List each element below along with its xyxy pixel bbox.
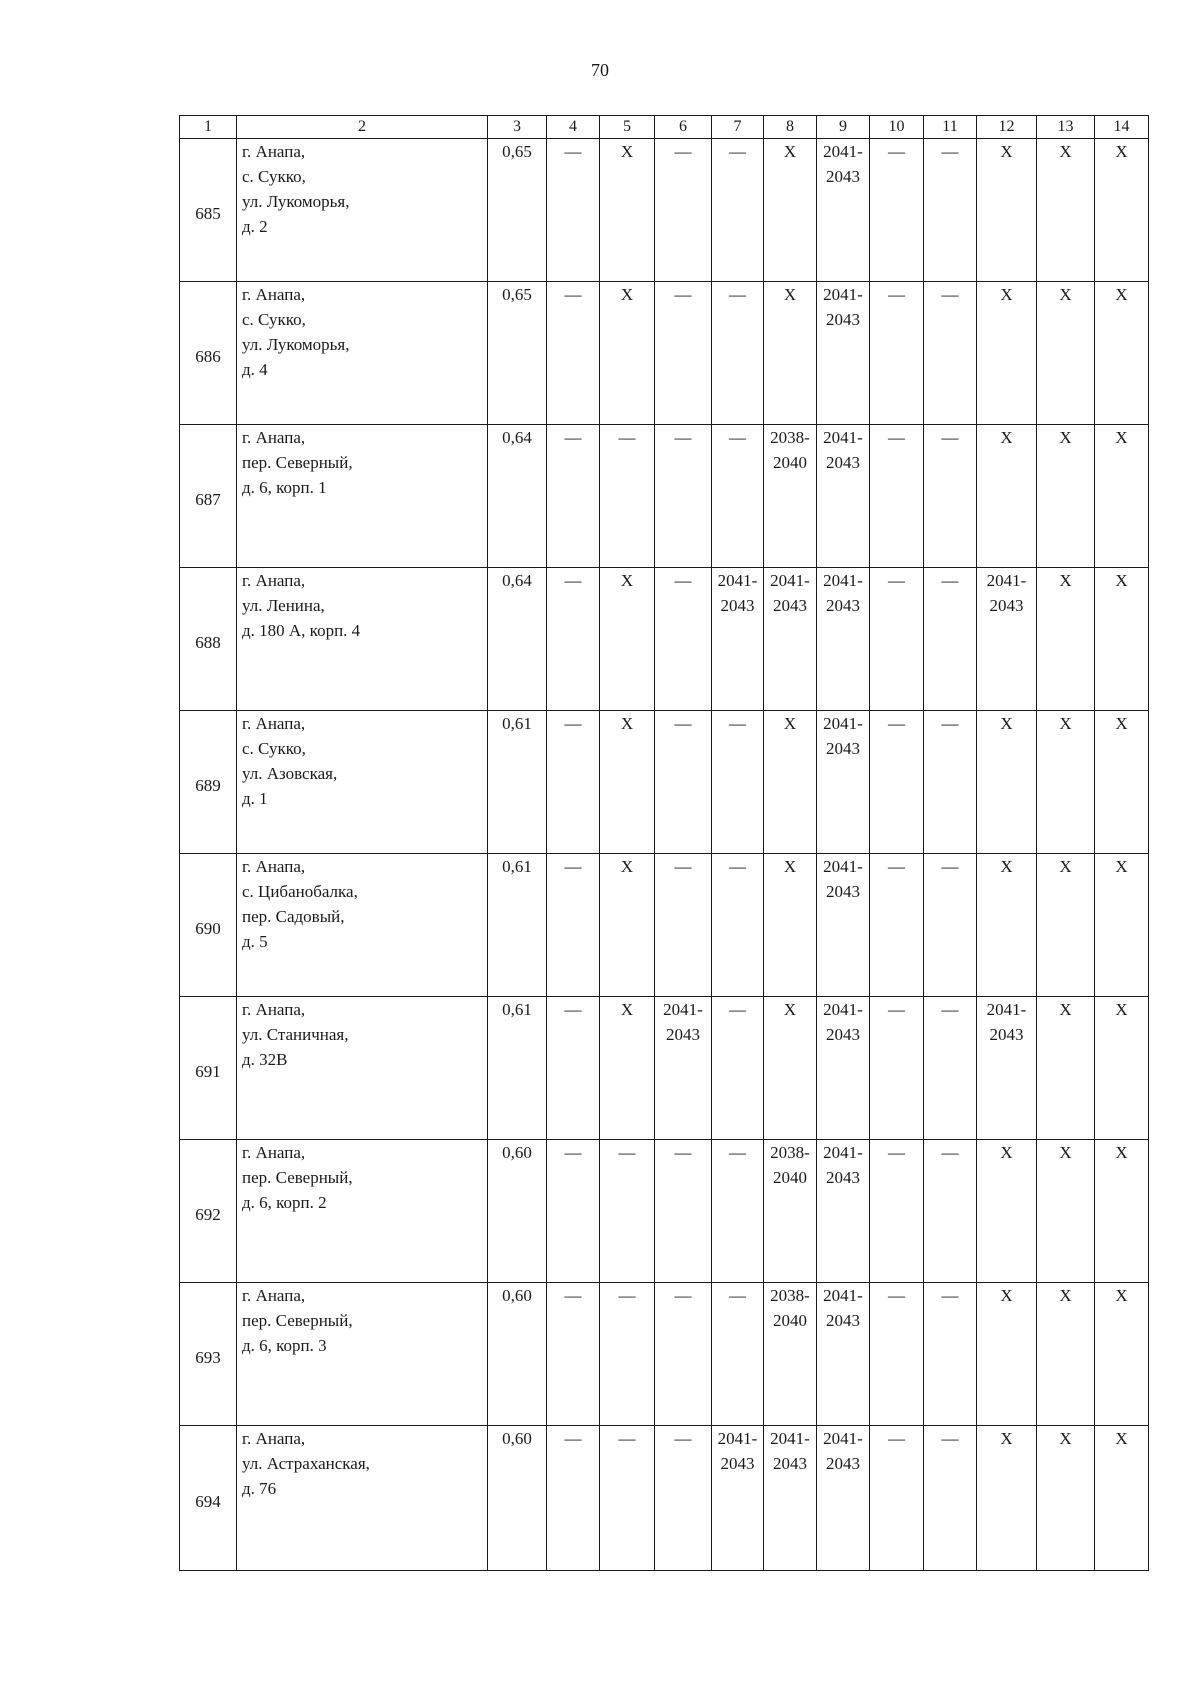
cell-c14: Х: [1095, 425, 1149, 568]
header-cell: 8: [764, 116, 817, 139]
address-line: с. Сукко,: [242, 310, 306, 329]
cell-c9: [817, 1426, 870, 1571]
header-cell: 10: [870, 116, 924, 139]
row-number: 692: [180, 1140, 237, 1283]
cell-c3: 0,60: [488, 1283, 547, 1426]
cell-c11: —: [924, 1140, 977, 1283]
cell-c4: —: [547, 854, 600, 997]
row-number: 689: [180, 711, 237, 854]
cell-c11: —: [924, 568, 977, 711]
cell-c12: Х: [977, 139, 1037, 282]
cell-line: 2041-: [986, 1000, 1027, 1019]
page-number: 70: [591, 60, 609, 80]
cell-c12: Х: [977, 282, 1037, 425]
address-line: пер. Садовый,: [242, 907, 345, 926]
address-line: д. 1: [242, 789, 268, 808]
row-number: 691: [180, 997, 237, 1140]
row-number: 686: [180, 282, 237, 425]
address-line: д. 4: [242, 360, 268, 379]
cell-c11: —: [924, 997, 977, 1140]
cell-c14: Х: [1095, 568, 1149, 711]
cell-c9: [817, 282, 870, 425]
address-line: ул. Астраханская,: [242, 1454, 370, 1473]
cell-c13: Х: [1037, 1426, 1095, 1571]
table-row: [180, 1140, 1149, 1283]
cell-c7: —: [712, 1283, 764, 1426]
cell-line: 2041-: [823, 142, 863, 161]
address-line: г. Анапа,: [242, 571, 306, 590]
address-line: с. Цибанобалка,: [242, 882, 358, 901]
cell-c7: —: [712, 854, 764, 997]
cell-line: 2043: [720, 1454, 755, 1473]
table-row: [180, 1426, 1149, 1571]
table-row: [180, 854, 1149, 997]
cell-c11: —: [924, 711, 977, 854]
cell-c8: Х: [764, 282, 817, 425]
cell-line: 2041-: [823, 857, 863, 876]
cell-c9: [817, 425, 870, 568]
cell-c11: —: [924, 139, 977, 282]
cell-c10: —: [870, 282, 924, 425]
address-line: ул. Лукоморья,: [242, 335, 350, 354]
row-number: 694: [180, 1426, 237, 1571]
address-line: г. Анапа,: [242, 142, 306, 161]
address-cell: [237, 854, 488, 997]
cell-line: 2041-: [717, 571, 758, 590]
cell-c8: Х: [764, 711, 817, 854]
cell-c14: Х: [1095, 1140, 1149, 1283]
cell-c3: 0,61: [488, 854, 547, 997]
address-line: г. Анапа,: [242, 1286, 306, 1305]
cell-line: 2043: [989, 596, 1024, 615]
cell-c5: Х: [600, 854, 655, 997]
cell-line: 2043: [826, 167, 860, 186]
cell-c10: —: [870, 997, 924, 1140]
table-row: [180, 568, 1149, 711]
address-line: пер. Северный,: [242, 453, 353, 472]
cell-c3: 0,61: [488, 711, 547, 854]
row-number: 688: [180, 568, 237, 711]
cell-line: 2043: [773, 1454, 807, 1473]
header-cell: 2: [237, 116, 488, 139]
cell-c7: —: [712, 997, 764, 1140]
cell-c13: Х: [1037, 854, 1095, 997]
cell-c4: —: [547, 1283, 600, 1426]
table-row: [180, 997, 1149, 1140]
address-cell: [237, 568, 488, 711]
address-line: ул. Станичная,: [242, 1025, 349, 1044]
cell-c3: 0,64: [488, 425, 547, 568]
cell-c12: Х: [977, 854, 1037, 997]
cell-c8: [764, 1426, 817, 1571]
cell-c4: —: [547, 568, 600, 711]
cell-c6: —: [655, 1426, 712, 1571]
cell-c12: [977, 568, 1037, 711]
cell-c13: Х: [1037, 997, 1095, 1140]
cell-line: 2041-: [770, 571, 810, 590]
cell-c10: —: [870, 711, 924, 854]
address-line: г. Анапа,: [242, 428, 306, 447]
cell-c10: —: [870, 425, 924, 568]
cell-line: 2040: [773, 453, 807, 472]
cell-line: 2043: [720, 596, 755, 615]
cell-c6: —: [655, 854, 712, 997]
address-line: с. Сукко,: [242, 739, 306, 758]
cell-line: 2041-: [823, 428, 863, 447]
cell-line: 2043: [826, 453, 860, 472]
cell-c10: —: [870, 568, 924, 711]
cell-c4: —: [547, 1426, 600, 1571]
cell-c6: —: [655, 711, 712, 854]
cell-c13: Х: [1037, 1283, 1095, 1426]
cell-c7: —: [712, 282, 764, 425]
cell-c14: Х: [1095, 1426, 1149, 1571]
cell-line: 2043: [989, 1025, 1024, 1044]
address-line: д. 6, корп. 1: [242, 478, 327, 497]
cell-c10: —: [870, 139, 924, 282]
cell-line: 2043: [826, 739, 860, 758]
address-line: ул. Лукоморья,: [242, 192, 350, 211]
table-row: [180, 711, 1149, 854]
address-line: д. 6, корп. 2: [242, 1193, 327, 1212]
cell-line: 2038-: [770, 428, 810, 447]
cell-c6: —: [655, 282, 712, 425]
cell-c14: Х: [1095, 711, 1149, 854]
cell-c12: [977, 997, 1037, 1140]
address-line: д. 76: [242, 1479, 277, 1498]
cell-c3: 0,60: [488, 1426, 547, 1571]
cell-line: 2043: [826, 310, 860, 329]
cell-c8: [764, 1283, 817, 1426]
header-cell: 5: [600, 116, 655, 139]
address-line: г. Анапа,: [242, 1429, 306, 1448]
table-row: [180, 139, 1149, 282]
cell-line: 2038-: [770, 1143, 810, 1162]
cell-line: 2041-: [717, 1429, 758, 1448]
cell-line: 2040: [773, 1311, 807, 1330]
cell-c5: Х: [600, 568, 655, 711]
table-header: [180, 116, 1149, 139]
cell-c14: Х: [1095, 997, 1149, 1140]
address-line: г. Анапа,: [242, 714, 306, 733]
header-cell: 13: [1037, 116, 1095, 139]
cell-c11: —: [924, 854, 977, 997]
cell-c4: —: [547, 425, 600, 568]
header-cell: 14: [1095, 116, 1149, 139]
header-row: [180, 116, 1149, 139]
cell-c4: —: [547, 282, 600, 425]
cell-c6: —: [655, 1283, 712, 1426]
cell-c4: —: [547, 711, 600, 854]
cell-c3: 0,60: [488, 1140, 547, 1283]
cell-c6: —: [655, 1140, 712, 1283]
row-number: 685: [180, 139, 237, 282]
cell-c12: Х: [977, 1426, 1037, 1571]
cell-line: 2043: [826, 1311, 860, 1330]
cell-c8: Х: [764, 997, 817, 1140]
address-line: д. 32В: [242, 1050, 288, 1069]
cell-line: 2043: [826, 882, 860, 901]
cell-c13: Х: [1037, 1140, 1095, 1283]
cell-line: 2041-: [823, 1000, 863, 1019]
cell-c5: Х: [600, 997, 655, 1140]
cell-c4: —: [547, 1140, 600, 1283]
cell-line: 2043: [773, 596, 807, 615]
cell-c13: Х: [1037, 282, 1095, 425]
address-line: с. Сукко,: [242, 167, 306, 186]
cell-c6: —: [655, 425, 712, 568]
cell-c8: [764, 1140, 817, 1283]
cell-line: 2041-: [823, 285, 863, 304]
cell-c7: —: [712, 711, 764, 854]
address-cell: [237, 1140, 488, 1283]
cell-line: 2041-: [986, 571, 1027, 590]
row-number: 693: [180, 1283, 237, 1426]
cell-line: 2041-: [823, 714, 863, 733]
address-line: ул. Ленина,: [242, 596, 325, 615]
cell-c3: 0,61: [488, 997, 547, 1140]
cell-c10: —: [870, 1140, 924, 1283]
header-cell: 3: [488, 116, 547, 139]
cell-c3: 0,64: [488, 568, 547, 711]
header-cell: 6: [655, 116, 712, 139]
cell-line: 2043: [826, 1454, 860, 1473]
cell-c8: [764, 425, 817, 568]
cell-line: 2038-: [770, 1286, 810, 1305]
header-cell: 12: [977, 116, 1037, 139]
cell-c7: [712, 1426, 764, 1571]
cell-c11: —: [924, 425, 977, 568]
cell-c14: Х: [1095, 139, 1149, 282]
table-row: [180, 425, 1149, 568]
cell-c9: [817, 711, 870, 854]
cell-c6: [655, 997, 712, 1140]
address-line: г. Анапа,: [242, 1143, 306, 1162]
table-row: [180, 282, 1149, 425]
cell-c10: —: [870, 854, 924, 997]
cell-line: 2041-: [663, 1000, 703, 1019]
address-cell: [237, 997, 488, 1140]
cell-c14: Х: [1095, 1283, 1149, 1426]
address-cell: [237, 1283, 488, 1426]
cell-c9: [817, 997, 870, 1140]
cell-c9: [817, 568, 870, 711]
cell-c13: Х: [1037, 711, 1095, 854]
address-cell: [237, 425, 488, 568]
cell-line: 2041-: [823, 1429, 863, 1448]
cell-c9: [817, 854, 870, 997]
cell-c5: —: [600, 425, 655, 568]
cell-line: 2041-: [823, 571, 863, 590]
cell-line: 2041-: [823, 1286, 863, 1305]
cell-c13: Х: [1037, 139, 1095, 282]
cell-c3: 0,65: [488, 139, 547, 282]
cell-c11: —: [924, 1283, 977, 1426]
cell-c9: [817, 1283, 870, 1426]
cell-line: 2043: [826, 1025, 860, 1044]
cell-line: 2041-: [823, 1143, 863, 1162]
cell-line: 2043: [666, 1025, 700, 1044]
address-line: пер. Северный,: [242, 1311, 353, 1330]
cell-c3: 0,65: [488, 282, 547, 425]
address-line: г. Анапа,: [242, 285, 306, 304]
data-table: [179, 115, 1149, 1571]
cell-c9: [817, 1140, 870, 1283]
cell-line: 2040: [773, 1168, 807, 1187]
cell-c12: Х: [977, 711, 1037, 854]
table-row: [180, 1283, 1149, 1426]
cell-c6: —: [655, 568, 712, 711]
address-line: пер. Северный,: [242, 1168, 353, 1187]
cell-c11: —: [924, 1426, 977, 1571]
cell-c5: Х: [600, 711, 655, 854]
address-line: ул. Азовская,: [242, 764, 338, 783]
address-cell: [237, 282, 488, 425]
cell-c5: Х: [600, 282, 655, 425]
cell-c10: —: [870, 1426, 924, 1571]
cell-c12: Х: [977, 1283, 1037, 1426]
header-cell: 1: [180, 116, 237, 139]
address-line: д. 5: [242, 932, 268, 951]
cell-c7: [712, 568, 764, 711]
cell-line: 2043: [826, 596, 860, 615]
cell-c14: Х: [1095, 282, 1149, 425]
cell-c8: [764, 568, 817, 711]
cell-c8: Х: [764, 854, 817, 997]
table-body: [180, 139, 1149, 1571]
cell-c13: Х: [1037, 568, 1095, 711]
cell-c6: —: [655, 139, 712, 282]
header-cell: 9: [817, 116, 870, 139]
cell-c5: Х: [600, 139, 655, 282]
cell-c4: —: [547, 139, 600, 282]
cell-c13: Х: [1037, 425, 1095, 568]
address-line: г. Анапа,: [242, 857, 306, 876]
address-line: д. 2: [242, 217, 268, 236]
address-line: д. 180 А, корп. 4: [242, 621, 361, 640]
cell-c5: —: [600, 1140, 655, 1283]
cell-c12: Х: [977, 1140, 1037, 1283]
header-cell: 7: [712, 116, 764, 139]
address-cell: [237, 1426, 488, 1571]
address-line: г. Анапа,: [242, 1000, 306, 1019]
cell-c14: Х: [1095, 854, 1149, 997]
header-cell: 11: [924, 116, 977, 139]
address-line: д. 6, корп. 3: [242, 1336, 327, 1355]
address-cell: [237, 139, 488, 282]
cell-c11: —: [924, 282, 977, 425]
cell-c5: —: [600, 1426, 655, 1571]
cell-c4: —: [547, 997, 600, 1140]
cell-c7: —: [712, 425, 764, 568]
cell-c10: —: [870, 1283, 924, 1426]
cell-line: 2041-: [770, 1429, 810, 1448]
cell-c9: [817, 139, 870, 282]
cell-c7: —: [712, 1140, 764, 1283]
cell-line: 2043: [826, 1168, 860, 1187]
cell-c12: Х: [977, 425, 1037, 568]
cell-c8: Х: [764, 139, 817, 282]
header-cell: 4: [547, 116, 600, 139]
cell-c7: —: [712, 139, 764, 282]
row-number: 690: [180, 854, 237, 997]
address-cell: [237, 711, 488, 854]
cell-c5: —: [600, 1283, 655, 1426]
row-number: 687: [180, 425, 237, 568]
